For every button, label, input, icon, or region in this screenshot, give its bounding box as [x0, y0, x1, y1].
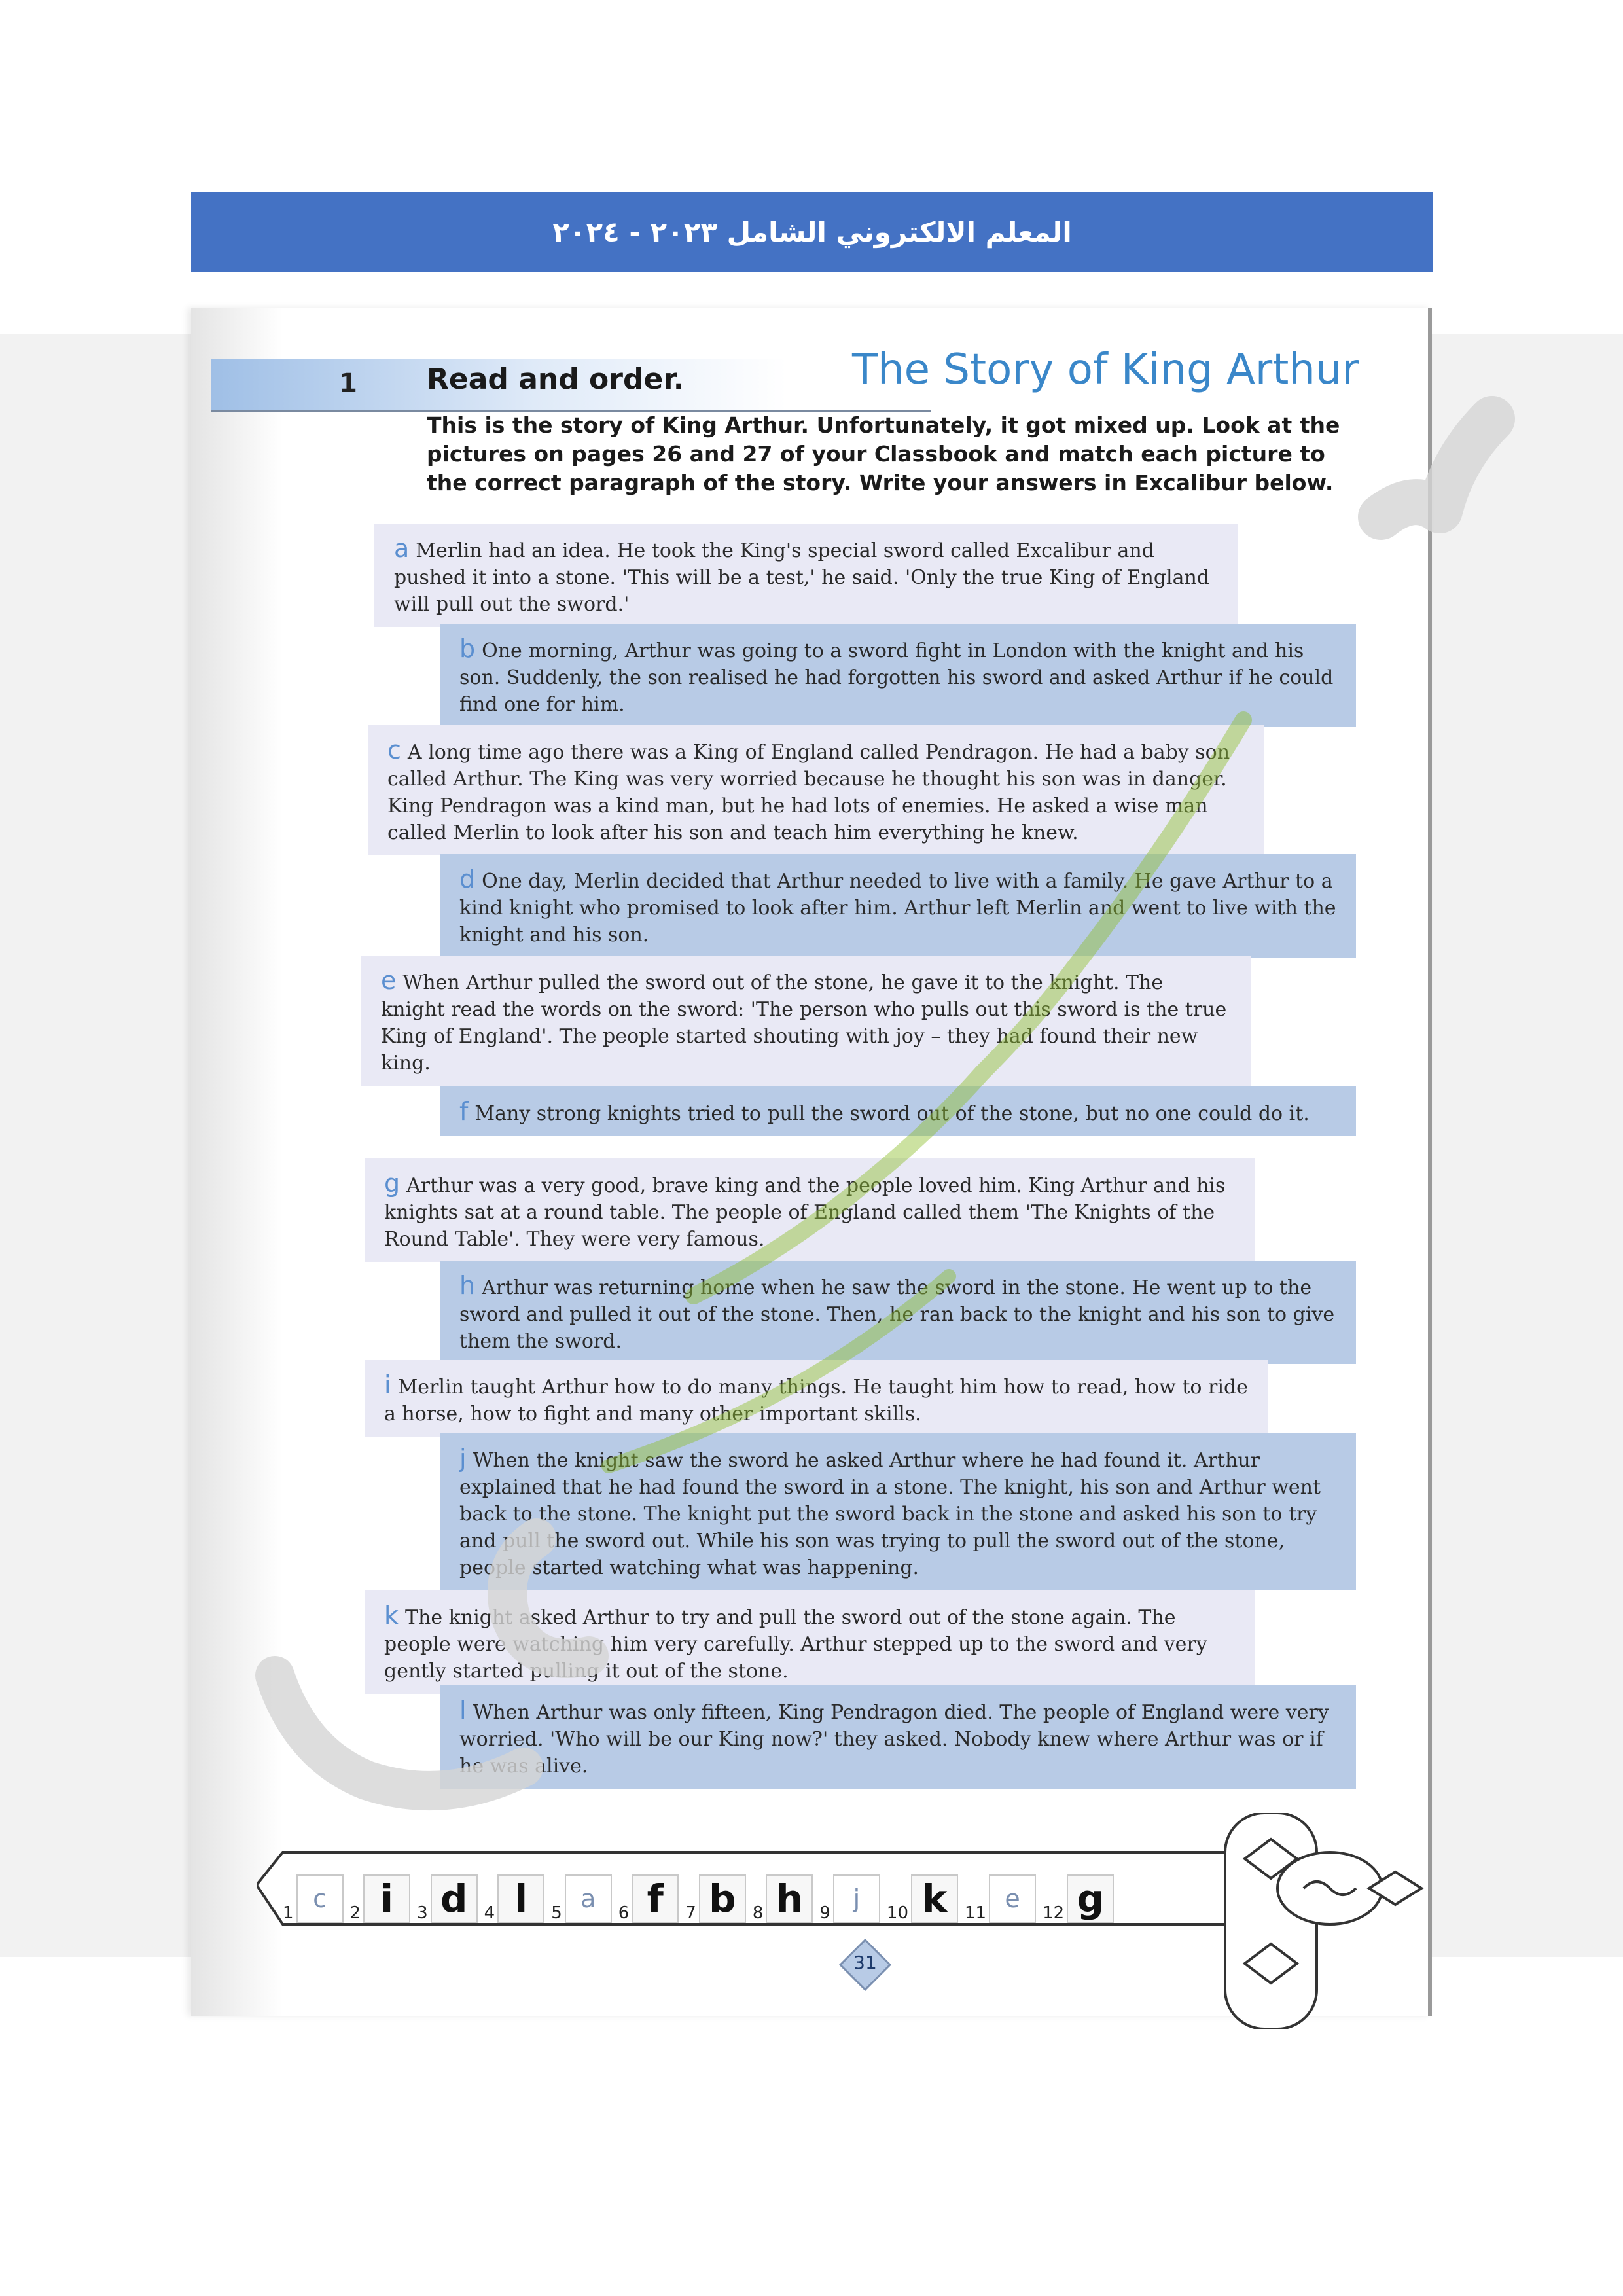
answer-box[interactable]: a	[565, 1874, 612, 1923]
paragraph-a	[374, 524, 1238, 627]
answer-slot: 3 d	[417, 1874, 478, 1923]
paragraph-letter: a	[394, 534, 410, 563]
exercise-instructions: This is the story of King Arthur. Unfortunately, it got mixed up. Look at the pictures on pages 26 and 27 of your Classbook and match each picture to the correct paragraph of the story. Write your answers in Excalibur below.	[427, 412, 1340, 495]
answer-box[interactable]: c	[296, 1874, 344, 1923]
answer-box[interactable]: i	[363, 1874, 410, 1923]
paragraph-letter: g	[384, 1169, 401, 1198]
answer-box[interactable]: e	[989, 1874, 1036, 1923]
answer-box[interactable]: l	[497, 1874, 544, 1923]
paragraph-letter: c	[387, 736, 401, 764]
paragraph-l	[440, 1685, 1356, 1789]
answer-slot: 12 g	[1043, 1874, 1114, 1923]
paragraph-text: One day, Merlin decided that Arthur needed to live with a family. He gave Arthur to a kind knight who promised to look after him. Arthur left Merlin and went to live with the knight and his son.	[459, 870, 1336, 946]
page-gutter-shade	[191, 308, 283, 2016]
paragraph-letter: k	[384, 1601, 399, 1630]
paragraph-text: Arthur was a very good, brave king and the people loved him. King Arthur and his knights sat at a round table. The people of England called them 'The Knights of the Round Table'. They were very famous.	[384, 1174, 1226, 1251]
page-number: 31	[853, 1952, 877, 1973]
answer-slot: 8 h	[753, 1874, 813, 1923]
paragraph-h	[440, 1261, 1356, 1364]
paragraph-letter: j	[459, 1444, 467, 1473]
paragraph-c	[368, 725, 1264, 855]
answer-box[interactable]: j	[833, 1874, 880, 1923]
paragraph-letter: h	[459, 1271, 476, 1300]
paragraph-letter: e	[381, 966, 397, 995]
answer-slots	[283, 1857, 1120, 1923]
paragraph-letter: d	[459, 865, 476, 893]
answer-box[interactable]: d	[431, 1874, 478, 1923]
paragraph-text: The knight asked Arthur to try and pull the sword out of the stone again. The people were watching him very carefully. Arthur stepped up to the sword and very gently started pulling it out of the stone.	[384, 1606, 1207, 1683]
answer-slot: 4 l	[484, 1874, 545, 1923]
answer-slot: 11 e	[965, 1874, 1036, 1923]
paragraph-text: When the knight saw the sword he asked Arthur where he had found it. Arthur explained that he had found the sword in a stone. The knight, his son and Arthur went back to the stone. The knight put the sword back in the stone and asked his son to try and pull the sword out. While his son was trying to pull the sword out of the stone, people started watching what was happening.	[459, 1449, 1321, 1579]
story-title: The Story of King Arthur	[852, 346, 1359, 394]
exercise-number: 1	[339, 368, 357, 399]
answer-slot: 6 f	[618, 1874, 679, 1923]
paragraph-k	[365, 1590, 1255, 1694]
paragraph-text: A long time ago there was a King of England called Pendragon. He had a baby son called Arthur. The King was very worried because he thought his son was in danger. King Pendragon was a kind man, but he had lots of enemies. He asked a wise man called Merlin to look after his son and teach him everything he knew.	[387, 741, 1230, 844]
header-banner: المعلم الالكتروني الشامل ٢٠٢٣ - ٢٠٢٤	[191, 192, 1433, 272]
answer-slot: 5 a	[551, 1874, 612, 1923]
paragraph-letter: b	[459, 634, 476, 663]
paragraph-b	[440, 624, 1356, 727]
paragraph-e	[361, 956, 1251, 1086]
answer-slot: 2 i	[350, 1874, 411, 1923]
answer-box[interactable]: h	[766, 1874, 813, 1923]
paragraph-j	[440, 1433, 1356, 1590]
paragraph-letter: l	[459, 1696, 467, 1725]
paragraph-d	[440, 854, 1356, 958]
paragraph-letter: i	[384, 1371, 391, 1399]
paragraph-g	[365, 1158, 1255, 1262]
paragraph-i	[365, 1360, 1268, 1437]
answer-box[interactable]: k	[911, 1874, 958, 1923]
workbook-page	[191, 308, 1432, 2016]
paragraph-f	[440, 1086, 1356, 1136]
answer-slot: 9 j	[819, 1874, 880, 1923]
answer-box[interactable]: g	[1067, 1874, 1114, 1923]
answer-slot: 1 c	[283, 1874, 344, 1923]
answer-slot: 10 k	[887, 1874, 958, 1923]
paragraph-text: One morning, Arthur was going to a sword fight in London with the knight and his son. Suddenly, the son realised he had forgotten his sword and asked Arthur if he could find one for him.	[459, 639, 1334, 716]
paragraph-text: Arthur was returning home when he saw the sword in the stone. He went up to the sword and pulled it out of the stone. Then, he ran back to the knight and his son to give them the sword.	[459, 1276, 1335, 1353]
answer-box[interactable]: b	[699, 1874, 746, 1923]
paragraph-letter: f	[459, 1097, 469, 1126]
paragraph-text: Many strong knights tried to pull the sword out of the stone, but no one could do it.	[474, 1102, 1310, 1125]
answer-box[interactable]: f	[632, 1874, 679, 1923]
paragraph-text: When Arthur was only fifteen, King Pendragon died. The people of England were very worried. 'Who will be our King now?' they asked. Nobody knew where Arthur was or if he was alive.	[459, 1701, 1329, 1778]
answer-slot: 7 b	[685, 1874, 746, 1923]
paragraph-text: Merlin taught Arthur how to do many things. He taught him how to read, how to ride a horse, how to fight and many other important skills.	[384, 1376, 1248, 1426]
exercise-instruction-label: Read and order.	[427, 363, 685, 396]
paragraph-text: Merlin had an idea. He took the King's special sword called Excalibur and pushed it into a stone. 'This will be a test,' he said. 'Only the true King of England will pull out the sword.'	[394, 539, 1210, 616]
paragraph-text: When Arthur pulled the sword out of the stone, he gave it to the knight. The knight read the words on the sword: 'The person who pulls out this sword is the true King of England'. The people started shouting with joy – they had found their new king.	[381, 971, 1227, 1075]
